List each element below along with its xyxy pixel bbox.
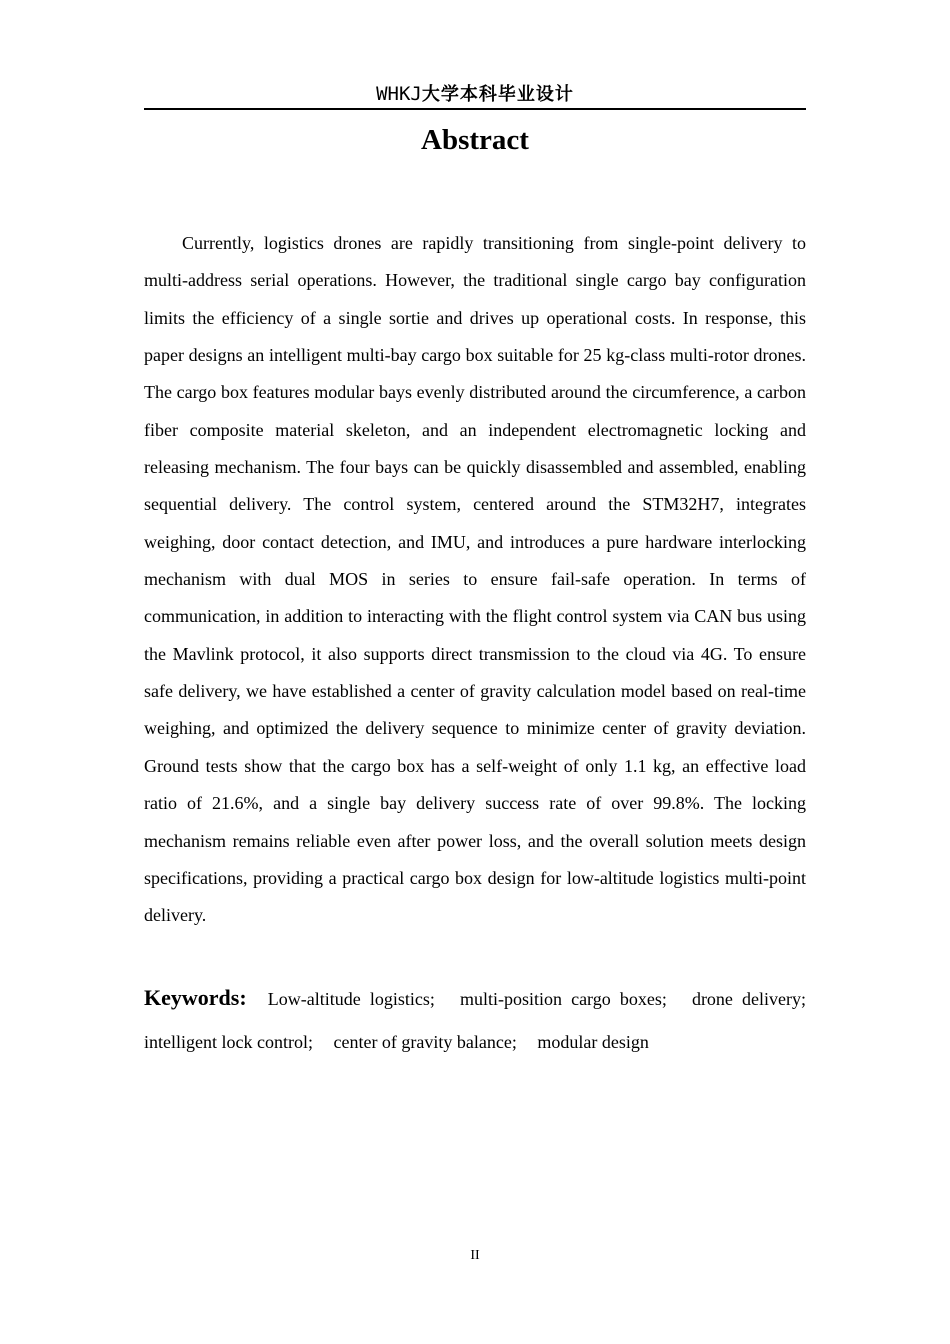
keyword-item: drone delivery; <box>691 989 807 1009</box>
keywords-section <box>144 976 806 1064</box>
keywords-label: Keywords: <box>144 985 247 1010</box>
abstract-paragraph: Currently, logistics drones are rapidly transitioning from single-point delivery to multi-address serial operations. However, the traditional single cargo bay configuration limits the efficiency of a single sortie and drives up operational costs. In response, this paper designs an intelligent multi-bay cargo box suitable for 25 kg-class multi-rotor drones. The cargo box features modular bays evenly distributed around the circumference, a carbon fiber composite material skeleton, and an independent electromagnetic locking and releasing mechanism. The four bays can be quickly disassembled and assembled, enabling sequential delivery. The control system, centered around the STM32H7, integrates weighing, door contact detection, and IMU, and introduces a pure hardware interlocking mechanism with dual MOS in series to ensure fail-safe operation. In terms of communication, in addition to interacting with the flight control system via CAN bus using the Mavlink protocol, it also supports direct transmission to the cloud via 4G. To ensure safe delivery, we have established a center of gravity calculation model based on real-time weighing, and optimized the delivery sequence to minimize center of gravity deviation. Ground tests show that the cargo box has a self-weight of only 1.1 kg, an effective load ratio of 21.6%, and a single bay delivery success rate of over 99.8%. The locking mechanism remains reliable even after power loss, and the overall solution meets design specifications, providing a practical cargo box design for low-altitude logistics multi-point delivery. <box>144 233 806 926</box>
keyword-item: intelligent lock control; <box>144 1032 313 1052</box>
header-document-type: 大学本科毕业设计 <box>421 84 574 105</box>
keyword-item: Low-altitude logistics; <box>267 989 435 1009</box>
running-header <box>144 80 806 108</box>
header-rule <box>144 108 806 110</box>
header-institution-code: WHKJ <box>376 83 422 105</box>
keyword-item: center of gravity balance; <box>333 1032 517 1052</box>
page-number: II <box>470 1248 480 1263</box>
keyword-item: modular design <box>537 1032 649 1052</box>
page-title: Abstract <box>421 124 529 156</box>
keyword-item: multi-position cargo boxes; <box>459 989 667 1009</box>
